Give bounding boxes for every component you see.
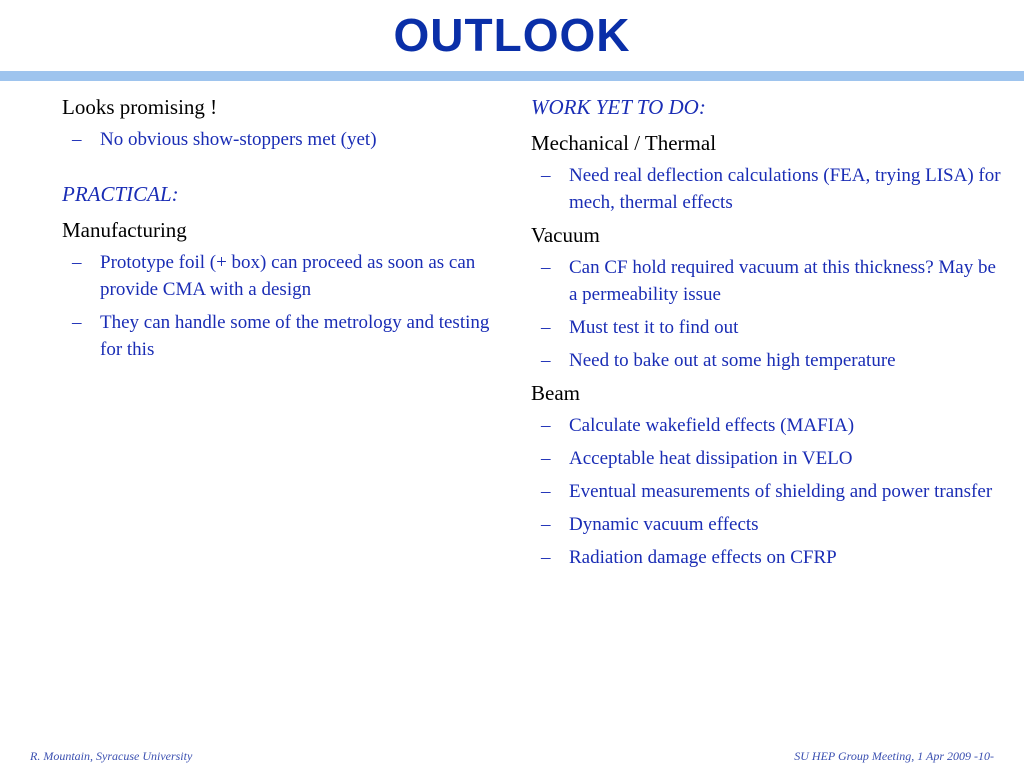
section-label: PRACTICAL: xyxy=(62,182,179,206)
sub-bullet-text: Calculate wakefield effects (MAFIA) xyxy=(569,415,855,436)
dash-bullet-icon: – xyxy=(541,317,551,338)
sub-bullet-item xyxy=(62,249,502,303)
section-label: WORK YET TO DO: xyxy=(531,95,706,119)
dash-bullet-icon: – xyxy=(72,129,82,150)
slide-title: OUTLOOK xyxy=(393,9,631,61)
dash-bullet-icon: – xyxy=(541,257,551,278)
sub-bullet-text: Can CF hold required vacuum at this thickness? May be a permeability issue xyxy=(569,257,996,305)
sub-bullet-item xyxy=(531,254,1001,308)
sub-bullet-item xyxy=(531,445,1001,472)
sub-bullet-list xyxy=(531,412,1001,571)
bullet-heading: Mechanical / Thermal xyxy=(531,131,717,155)
footer-meeting-page: SU HEP Group Meeting, 1 Apr 2009 -10- xyxy=(794,749,994,763)
sub-bullet-text: Radiation damage effects on CFRP xyxy=(569,547,837,568)
dash-bullet-icon: – xyxy=(72,252,82,273)
dash-bullet-icon: – xyxy=(541,547,551,568)
sub-bullet-item xyxy=(62,126,502,153)
dash-bullet-icon: – xyxy=(541,448,551,469)
dash-bullet-icon: – xyxy=(72,312,82,333)
sub-bullet-text: Acceptable heat dissipation in VELO xyxy=(569,448,853,469)
dash-bullet-icon: – xyxy=(541,514,551,535)
dash-bullet-icon: – xyxy=(541,415,551,436)
bullet-heading: Manufacturing xyxy=(62,218,187,242)
sub-bullet-item xyxy=(531,412,1001,439)
bullet-heading: Beam xyxy=(531,381,580,405)
sub-bullet-text: Dynamic vacuum effects xyxy=(569,514,759,535)
left-column xyxy=(62,94,502,369)
sub-bullet-text: Must test it to find out xyxy=(569,317,739,338)
sub-bullet-item xyxy=(531,347,1001,374)
sub-bullet-list xyxy=(531,254,1001,374)
sub-bullet-text: Prototype foil (+ box) can proceed as soon as can provide CMA with a design xyxy=(100,252,476,300)
footer-author: R. Mountain, Syracuse University xyxy=(30,749,193,763)
title-divider xyxy=(0,71,1024,81)
sub-bullet-list xyxy=(62,126,502,153)
bullet-heading: Vacuum xyxy=(531,223,600,247)
bullet-heading: Looks promising ! xyxy=(62,95,218,119)
dash-bullet-icon: – xyxy=(541,350,551,371)
sub-bullet-list xyxy=(531,162,1001,216)
sub-bullet-text: No obvious show-stoppers met (yet) xyxy=(100,129,377,150)
sub-bullet-item xyxy=(62,309,502,363)
sub-bullet-text: They can handle some of the metrology and testing for this xyxy=(100,312,490,360)
sub-bullet-text: Need to bake out at some high temperature xyxy=(569,350,896,371)
dash-bullet-icon: – xyxy=(541,481,551,502)
dash-bullet-icon: – xyxy=(541,165,551,186)
sub-bullet-item xyxy=(531,511,1001,538)
sub-bullet-item xyxy=(531,478,1001,505)
sub-bullet-item xyxy=(531,314,1001,341)
sub-bullet-item xyxy=(531,544,1001,571)
sub-bullet-list xyxy=(62,249,502,363)
right-column xyxy=(531,94,1001,577)
sub-bullet-text: Need real deflection calculations (FEA, trying LISA) for mech, thermal effects xyxy=(569,165,1001,213)
sub-bullet-item xyxy=(531,162,1001,216)
sub-bullet-text: Eventual measurements of shielding and power transfer xyxy=(569,481,993,502)
